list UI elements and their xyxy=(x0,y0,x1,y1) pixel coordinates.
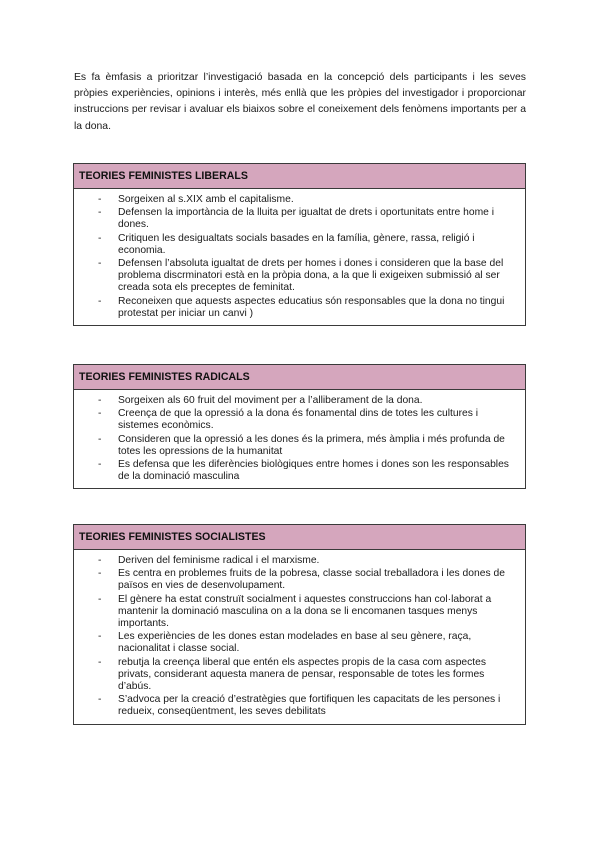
liberal-theories-list xyxy=(80,194,519,320)
socialist-theories-title: TEORIES FEMINISTES SOCIALISTES xyxy=(74,525,525,550)
list-item: - Reconeixen que aquests aspectes educatius són responsables que la dona no tingui protestat per iniciar un canvi ) xyxy=(98,295,505,319)
list-item: - Defensen l’absoluta igualtat de drets per homes i dones i consideren que la base del problema discrminatori està en la pròpia dona, a la que li exigeixen submissió al ser creada sota els preceptes de feminitat. xyxy=(98,258,504,294)
intro-paragraph: Es fa èmfasis a prioritzar l’investigació basada en la concepció dels participants i les seves pròpies experiències, opinions i interès, més enllà que les pròpies del investigador i proporcionar instruccions per revisar i avaluar els biaixos sobre el coneixement dels fenòmens importants per a la dona. xyxy=(74,72,526,132)
liberal-theories-box xyxy=(73,163,526,326)
bullet-dash: - xyxy=(98,459,102,471)
liberal-theories-title: TEORIES FEMINISTES LIBERALS xyxy=(74,164,525,189)
radical-theories-box xyxy=(73,364,526,489)
list-item: - S’advoca per la creació d’estratègies que fortifiquen les capacitats de les persones i redueix, conseqüentment, les seves debilitats xyxy=(98,694,501,718)
bullet-dash: - xyxy=(98,694,102,706)
radical-theories-list xyxy=(80,395,519,483)
bullet-dash: - xyxy=(98,656,102,668)
list-item: - Les experiències de les dones estan modelades en base al seu gènere, raça, nacionalitat i classe social. xyxy=(98,631,472,655)
bullet-dash: - xyxy=(98,568,102,580)
socialist-theories-list xyxy=(80,555,519,719)
list-item: - Creença de que la opressió a la dona és fonamental dins de totes les cultures i sistemes econòmics. xyxy=(98,408,479,432)
list-item: - rebutja la creença liberal que entén els aspectes propis de la casa com aspectes privats, considerant aquesta manera de pensar, responsable de totes les formes d’abús. xyxy=(98,656,487,693)
bullet-dash: - xyxy=(98,295,102,307)
bullet-dash: - xyxy=(98,258,102,270)
list-item: - Consideren que la opressió a les dones és la primera, més àmplia i més profunda de totes les opressions de la humanitat xyxy=(98,433,505,457)
list-item: - Es defensa que les diferències biològiques entre homes i dones son les responsables de la dominació masculina xyxy=(98,459,509,483)
list-item: - Es centra en problemes fruits de la pobresa, classe social treballadora i les dones de països en vies de desenvolupament. xyxy=(98,568,505,592)
bullet-dash: - xyxy=(98,207,102,219)
bullet-dash: - xyxy=(98,593,102,605)
list-item: - Deriven del feminisme radical i el marxisme. xyxy=(98,555,320,566)
list-item: - Sorgeixen als 60 fruit del moviment per a l’alliberament de la dona. xyxy=(98,395,423,406)
bullet-dash: - xyxy=(98,408,102,420)
radical-theories-title: TEORIES FEMINISTES RADICALS xyxy=(74,365,525,390)
bullet-dash: - xyxy=(98,433,102,445)
list-item: - El gènere ha estat construït socialment i aquestes construccions han col·laborat a mantenir la dominació masculina on a la dona se li encomanen tasques menys importants. xyxy=(98,593,492,630)
list-item: - Defensen la importància de la lluita per igualtat de drets i oportunitats entre home i dones. xyxy=(98,207,495,231)
bullet-dash: - xyxy=(98,232,102,244)
bullet-dash: - xyxy=(98,194,102,205)
bullet-dash: - xyxy=(98,395,102,406)
list-item: - Critiquen les desigualtats socials basades en la família, gènere, rassa, religió i economia. xyxy=(98,232,475,256)
socialist-theories-box xyxy=(73,524,526,725)
bullet-dash: - xyxy=(98,555,102,566)
bullet-dash: - xyxy=(98,631,102,643)
list-item: - Sorgeixen al s.XIX amb el capitalisme. xyxy=(98,194,294,205)
